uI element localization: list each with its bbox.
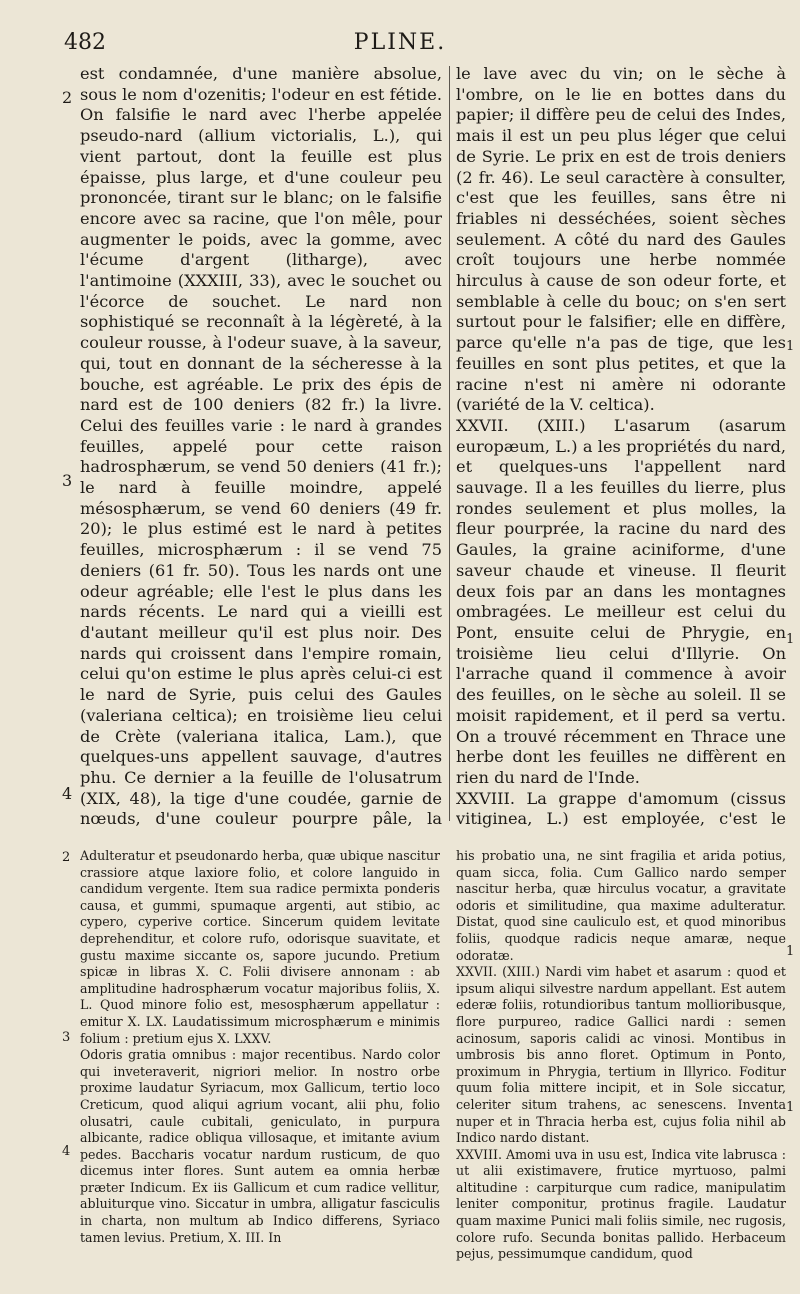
- running-title: PLINE.: [353, 30, 447, 55]
- latin-notes-left-column: [80, 848, 440, 1278]
- column-divider: [449, 66, 450, 821]
- margin-section-number: 2: [62, 88, 73, 107]
- margin-section-number: 4: [62, 784, 73, 803]
- page-number: 482: [64, 30, 106, 55]
- main-right-paragraph-1: le lave avec du vin; on le sèche à l'ombre, on le lie en bottes dans du papier; il diffère peu de celui des Indes, mais il est un peu plus léger que celui de Syrie. Le prix en est de trois deniers (2 fr. 46). Le seul caractère à consulter, c'est que les feuilles, sans être ni friables ni desséchées, soient sèches seulement. A côté du nard des Gaules croît toujours une herbe nommée hirculus à cause de son odeur forte, et semblable à celle du bouc; on s'en sert surtout pour le falsifier; elle en diffère, parce qu'elle n'a pas de tige, que les feuilles en sont plus petites, et que la racine n'est ni amère ni odorante (variété de la V. celtica).: [456, 64, 786, 415]
- latin-note-paragraph: Adulteratur et pseudonardo herba, quæ ubique nascitur crassiore atque laxiore folio, et colore languido in candidum vergente. Item sua radice permixta ponderis causa, et gummi, spumaque argenti, aut stibio, ac cypero, cyperive cortice. Sincerum quidem levitate deprehenditur, et colore rufo, odorisque suavitate, et gustu maxime siccante os, sapore jucundo. Pretium spicæ in libras X. C. Folii divisere annonam : ab amplitudine hadrosphærum vocatur majoribus foliis, X. L. Quod minore folio est, mesosphærum appellatur : emitur X. LX. Laudatissimum microsphærum e minimis folium : pretium ejus X. LXXV.: [80, 848, 440, 1046]
- main-text-right-column: [456, 64, 786, 829]
- main-text-left-column: [80, 64, 442, 829]
- main-right-paragraph-xxvii: XXVII. (XIII.) L'asarum (asarum europæum, L.) a les propriétés du nard, et quelques-uns l'appellent nard sauvage. Il a les feuilles du lierre, plus rondes seulement et plus molles, la fleur pourprée, la racine du nard des Gaules, la graine aciniforme, d'une saveur chaude et vineuse. Il fleurit deux fois par an dans les montagnes ombragées. Le meilleur est celui du Pont, ensuite celui de Phrygie, en troisième lieu celui d'Illyrie. On l'arrache quand il commence à avoir des feuilles, on le sèche au soleil. Il se moisit rapidement, et il perd sa vertu. On a trouvé récemment en Thrace une herbe dont les feuilles ne diffèrent en rien du nard de l'Inde.: [456, 415, 786, 787]
- main-left-paragraph: est condamnée, d'une manière absolue, sous le nom d'ozenitis; l'odeur en est fétide. On falsifie le nard avec l'herbe appelée pseudo-nard (allium victorialis, L.), qui vient partout, dont la feuille est plus épaisse, plus large, et d'une couleur peu prononcée, tirant sur le blanc; on le falsifie encore avec sa racine, que l'on mêle, pour augmenter le poids, avec la gomme, avec l'écume d'argent (litharge), avec l'antimoine (XXXIII, 33), avec le souchet ou l'écorce de souchet. Le nard non sophistiqué se reconnaît à la légèreté, à la couleur rousse, à l'odeur suave, à la saveur, qui, tout en donnant de la sécheresse à la bouche, est agréable. Le prix des épis de nard est de 100 deniers (82 fr.) la livre. Celui des feuilles varie : le nard à grandes feuilles, appelé pour cette raison hadrosphærum, se vend 50 deniers (41 fr.); le nard à feuille moindre, appelé mésosphærum, se vend 60 deniers (49 fr. 20); le plus estimé est le nard à petites feuilles, microsphærum : il se vend 75 deniers (61 fr. 50). Tous les nards ont une odeur agréable; elle l'est le plus dans les nards récents. Le nard qui a vieilli est d'autant meilleur qu'il est plus noir. Des nards qui croissent dans l'empire romain, celui qu'on estime le plus après celui-ci est le nard de Syrie, puis celui des Gaules (valeriana celtica); en troisième lieu celui de Crète (valeriana italica, Lam.), que quelques-uns appellent sauvage, d'autres phu. Ce dernier a la feuille de l'olusatrum (XIX, 48), la tige d'une coudée, garnie de nœuds, d'une couleur pourpre pâle, la: [80, 64, 442, 829]
- latin-note-paragraph-xxviii: XXVIII. Amomi uva in usu est, Indica vite labrusca : ut alii existimavere, frutice myrtuoso, palmi altitudine : carpiturque cum radice, manipulatim leniter componitur, protinus fragile. Laudatur quam maxime Punici mali foliis simile, nec rugosis, colore rufo. Secunda bonitas pallido. Herbaceum pejus, pessimumque candidum, quod: [456, 1146, 786, 1262]
- note-margin-number-right: 1: [786, 1100, 795, 1115]
- latin-note-paragraph: Odoris gratia omnibus : major recentibus. Nardo color qui inveteraverit, nigriori melior. In nostro orbe proxime laudatur Syriacum, mox Gallicum, tertio loco Creticum, quod aliqui agrium vocant, alii phu, folio olusatri, caule cubitali, geniculato, in purpura albicante, radice obliqua villosaque, et imitante avium pedes. Baccharis vocatur nardum rusticum, de quo dicemus inter flores. Sunt autem ea omnia herbæ præter Indicum. Ex iis Gallicum et cum radice vellitur, abluiturque vino. Siccatur in umbra, alligatur fasciculis in charta, non multum ab Indico differens, Syriaco tamen levius. Pretium, X. III. In: [80, 1047, 440, 1245]
- main-right-paragraph-xxviii: XXVIII. La grappe d'amomum (cissus vitiginea, L.) est employée, c'est le: [456, 788, 786, 829]
- margin-section-number: 3: [62, 471, 73, 490]
- latin-note-paragraph-xxvii: XXVII. (XIII.) Nardi vim habet et asarum : quod et ipsum aliqui silvestre nardum appellant. Est autem ederæ foliis, rotundioribus tantum mollioribusque, flore purpureo, radice Gallici nardi : semen acinosum, saporis calidi ac vinosi. Montibus in umbrosis bis anno floret. Optimum in Ponto, proximum in Phrygia, tertium in Illyrico. Foditur quum folia mittere incipit, et in Sole siccatur, celeriter situm trahens, ac senescens. Inventa nuper et in Thracia herba est, cujus folia nihil ab Indico nardo distant.: [456, 964, 786, 1146]
- latin-note-paragraph: his probatio una, ne sint fragilia et arida potius, quam sicca, folia. Cum Gallico nardo semper nascitur herba, quæ hirculus vocatur, a gravitate odoris et similitudine, qua maxime adulteratur. Distat, quod sine cauliculo est, et quod minoribus foliis, quodque radicis neque amaræ, neque odoratæ.: [456, 848, 786, 963]
- page-header: [0, 30, 800, 64]
- margin-section-number-right: 1: [786, 339, 795, 354]
- note-margin-number: 3: [62, 1030, 71, 1045]
- note-margin-number: 2: [62, 850, 71, 865]
- note-margin-number: 4: [62, 1144, 71, 1159]
- margin-section-number-right: 1: [786, 632, 795, 647]
- note-margin-number-right: 1: [786, 944, 795, 959]
- latin-notes-right-column: [456, 848, 786, 1278]
